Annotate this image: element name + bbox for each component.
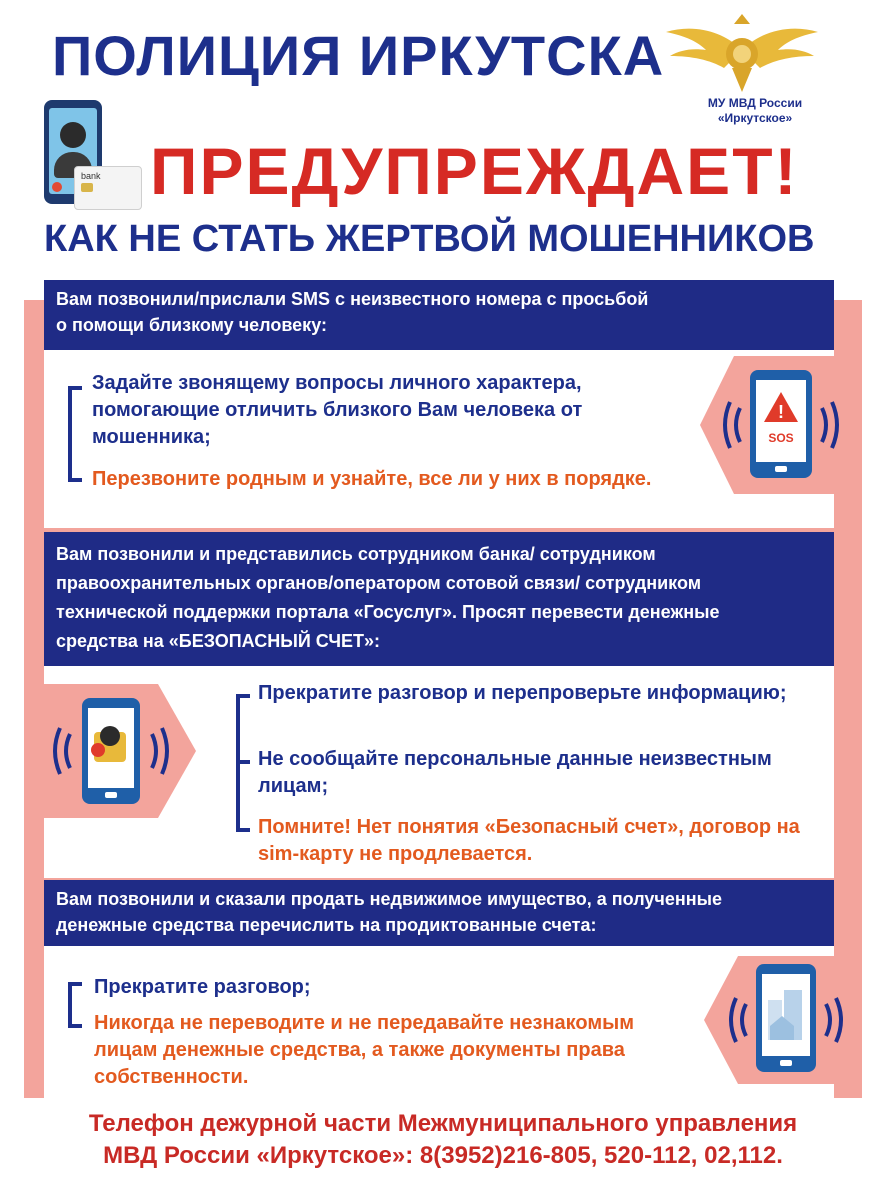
sos-phone-icon [700, 356, 850, 494]
section2-bullet3: Помните! Нет понятия «Безопасный счет», договор на sim-карту не продлевается. [258, 816, 800, 865]
section1-banner-line1: Вам позвонили/прислали SMS с неизвестного номера с просьбой [56, 289, 649, 309]
section2-banner [44, 532, 834, 666]
section3-banner-line1: Вам позвонили и сказали продать недвижимое имущество, а полученные [56, 889, 722, 909]
section3-bullet2: Никогда не переводите и не передавайте незнакомым лицам денежные средства, а также документы права собственности. [94, 1012, 635, 1088]
section3-bullet1: Прекратите разговор; [94, 976, 311, 998]
footer-phone[interactable]: МВД России «Иркутское»: 8(3952)216-805, 520-112, 02,112. [103, 1142, 783, 1169]
svg-text:!: ! [778, 402, 784, 422]
section1-banner-line2: о помощи близкому человеку: [56, 315, 327, 335]
org-line2: «Иркутское» [717, 111, 793, 125]
section3-tick1 [68, 982, 82, 986]
section3-banner-line2: денежные средства перечислить на продиктованные счета: [56, 915, 597, 935]
section2-bullet2: Не сообщайте персональные данные неизвестным лицам; [258, 748, 772, 797]
section3-banner [44, 880, 834, 946]
section1-bullet1: Задайте звонящему вопросы личного характера, помогающие отличить близкого Вам человека от мошенника; [92, 372, 583, 448]
section2-banner-line2: правоохранительных органов/оператором сотовой связи/ сотрудником [56, 573, 702, 593]
title-line2: ПРЕДУПРЕЖДАЕТ! [150, 134, 799, 208]
organization-name [660, 96, 850, 126]
section2-bullet1: Прекратите разговор и перепроверьте информацию; [258, 682, 787, 704]
fraudster-phone-icon [36, 684, 196, 818]
section3-tick2 [68, 1024, 82, 1028]
section2-banner-line4: средства на «БЕЗОПАСНЫЙ СЧЕТ»: [56, 631, 380, 651]
section2-tick1 [236, 694, 250, 698]
section2-tick3 [236, 828, 250, 832]
section1-bullet2: Перезвоните родным и узнайте, все ли у них в порядке. [92, 468, 652, 490]
section2-tick2 [236, 760, 250, 764]
police-emblem-icon [662, 10, 822, 94]
subtitle: КАК НЕ СТАТЬ ЖЕРТВОЙ МОШЕННИКОВ [44, 218, 815, 260]
section2-banner-line1: Вам позвонили и представились сотрудником банка/ сотрудником [56, 544, 656, 564]
section1-tick1 [68, 386, 82, 390]
section2-banner-line3: технической поддержки портала «Госуслуг». Просят перевести денежные [56, 602, 720, 622]
sos-label: SOS [768, 431, 794, 445]
section1-tick2 [68, 478, 82, 482]
card-label: bank [81, 171, 101, 181]
property-phone-icon [704, 956, 850, 1084]
section3-bracket [68, 984, 72, 1026]
section1-bracket [68, 388, 72, 480]
footer [24, 1108, 862, 1172]
footer-line1: Телефон дежурной части Межмуниципального управления [88, 1110, 798, 1137]
bank-card-icon [74, 166, 142, 210]
org-line1: МУ МВД России [707, 96, 803, 110]
section1-banner [44, 280, 834, 350]
title-line1: ПОЛИЦИЯ ИРКУТСКА [52, 24, 665, 87]
